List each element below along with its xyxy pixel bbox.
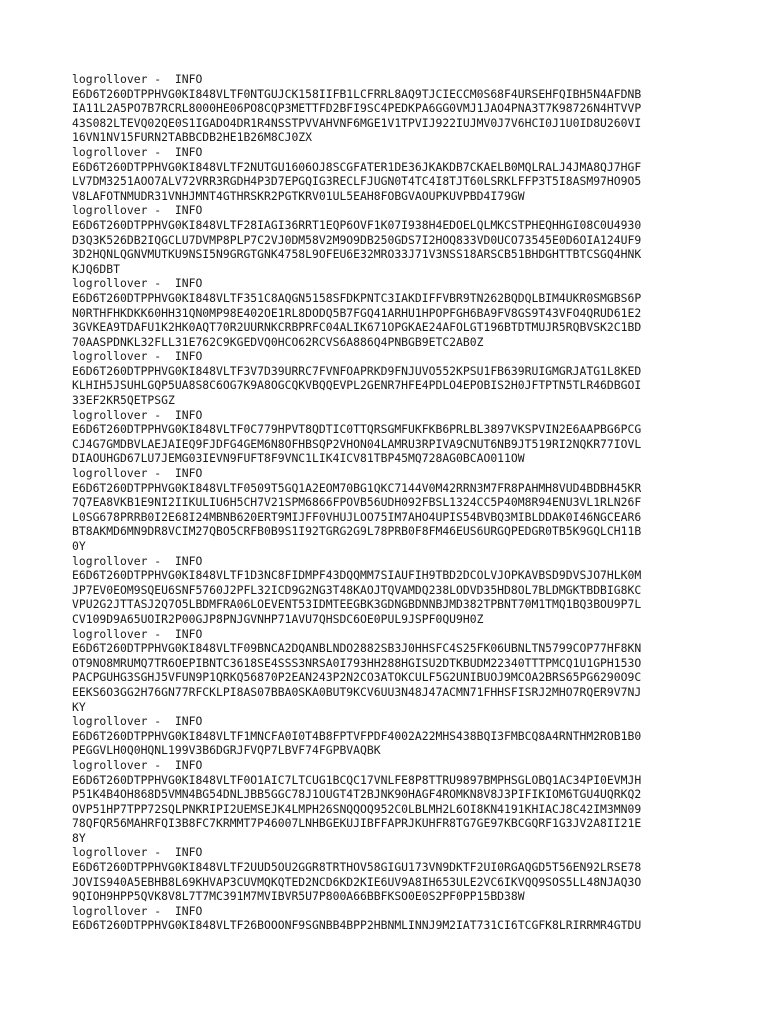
log-message-line: E6D6T260DTPPHVG0KI848VLTF09BNCA2DQANBLNDO2882SB3J0HHSFC4S25FK06UBNLTN5799COP77HF8KN bbox=[72, 641, 642, 656]
log-message-line: E6D6T260DTPPHVG0KI848VLTF1MNCFA0I0T4B8FPTVFPDF4002A22MHS438BQI3FMBCQ8A4RNTHM2ROB1B0 bbox=[72, 728, 642, 743]
log-message-line: JP7EV0EOM9SQEU6SNF5760J2PFL32ICD9G2NG3T48KAOJTQVAMDQ238LODVD35HD8OL7BLDMGKTBDBIG8KC bbox=[72, 582, 642, 597]
log-message-line: 3GVKEA9TDAFU1K2HK0AQT70R2UURNKCRBPRFC04ALIK671OPGKAE24AFOLGT196BTDTMUJR5RQBVSK2C1BD bbox=[72, 320, 642, 335]
log-message-line: V8LAFOTNMUDR31VNHJMNT4GTHRSKR2PGTKRV01UL5EAH8FOBGVAOUPKUVPBD4I79GW bbox=[72, 188, 525, 203]
log-message-line: 16VN1NV15FURN2TABBCDB2HE1B26M8CJ0ZX bbox=[72, 130, 313, 145]
log-message-line: 7Q7EA8VKB1E9NI2IIKULIU6H5CH7V21SPM6866FPOVB56UDH092FBSL1324CC5P40M8R94ENU3VL1RLN26F bbox=[72, 495, 642, 510]
log-entry bbox=[72, 145, 712, 203]
log-message-line: 0Y bbox=[72, 539, 86, 553]
log-level-header: logrollover - INFO bbox=[72, 203, 203, 218]
log-entry bbox=[72, 466, 712, 554]
log-message-line: E6D6T260DTPPHVG0KI848VLTF351C8AQGN5158SFDKPNTC3IAKDIFFVBR9TN262BQDQLBIM4UKR0SMGBS6P bbox=[72, 290, 642, 305]
log-level-header: logrollover - INFO bbox=[72, 757, 203, 772]
log-message-line: E6D6T260DTPPHVG0KI848VLTF0509T5GQ1A2EOM70BG1QKC7144V0M42RRN3M7FR8PAHMH8VUD4BDBH45KR bbox=[72, 480, 642, 495]
log-message-line: D3Q3K526DB2IQGCLU7DVMP8PLP7C2VJ0DM58V2M9O9DB250GDS7I2HOQ833VD0UCO73545E0D6OIA124UF9 bbox=[72, 232, 642, 247]
log-document bbox=[72, 72, 712, 933]
log-message-line: E6D6T260DTPPHVG0KI848VLTF0C779HPVT8QDTIC0TTQRSGMFUKFKB6PRLBL3897VKSPVIN2E6AAPBG6PCG bbox=[72, 422, 642, 437]
log-message-line: KY bbox=[72, 699, 86, 714]
log-message-line: DIAOUHGD67LU7JEMG03IEVN9FUFT8F9VNC1LIK4ICV81TBP45MQ728AG0BCAO011OW bbox=[72, 451, 525, 466]
log-message-line: L0SG678PRRB0I2E68I24MBNB620ERT9MIJFF0VHUJLOO75IM7AHO4UPIS54BVBQ3MIBLDDAK0I46NGCEAR6 bbox=[72, 509, 642, 524]
log-message-line: P51K4B4OH868D5VMN4BG54DNLJBB5GGC78J1OUGT4T2BJNK90HAGF4ROMKN8V8J3PIFIKIOM6TGU4UQRKQ2 bbox=[72, 787, 642, 802]
log-level-header: logrollover - INFO bbox=[72, 72, 203, 86]
log-message-line: E6D6T260DTPPHVG0KI848VLTF2UUD5OU2GGR8TRTHOV58GIGU173VN9DKTF2UI0RGAQGD5T56EN92LRSE78 bbox=[72, 860, 642, 875]
log-level-header: logrollover - INFO bbox=[72, 553, 203, 568]
log-message-line: E6D6T260DTPPHVG0KI848VLTF2NUTGU1606OJ8SCGFATER1DE36JKAKDB7CKAELB0MQLRALJ4JMA8QJ7HGF bbox=[72, 159, 642, 174]
log-entry bbox=[72, 349, 712, 407]
log-level-header: logrollover - INFO bbox=[72, 276, 203, 291]
log-entry bbox=[72, 845, 712, 903]
log-message-line: 8Y bbox=[72, 830, 86, 845]
log-message-line: PACPGUHG3SGHJ5VFUN9P1QRKQ56870P2EAN243P2N2CO3ATOKCULF5G2UNIBUOJ9MCOA2BRS65PG6290O9C bbox=[72, 670, 642, 685]
log-message-line: 3D2HQNLQGNVMUTKU9NSI5N9GRGTGNK4758L9OFEU6E32MRO33J71V3NSS18ARSCB51BHDGHTTBTCSGQ4HNK bbox=[72, 247, 642, 262]
log-level-header: logrollover - INFO bbox=[72, 407, 203, 422]
log-entry bbox=[72, 72, 712, 145]
log-entry bbox=[72, 554, 712, 627]
log-message-line: N0RTHFHKDKK60HH31QN0MP98E402OE1RL8DODQ5B7FGQ41ARHU1HPOPFGH6BA9FV8GS9T43VFO4QRUD61E2 bbox=[72, 305, 642, 320]
log-message-line: JOVIS940A5EBHB8L69KHVAP3CUVMQKQTED2NCD6KD2KIE6UV9A8IH653ULE2VC6IKVQQ9SOS5LL48NJAQ3O bbox=[72, 874, 642, 889]
log-entry bbox=[72, 408, 712, 466]
log-message-line: E6D6T260DTPPHVG0KI848VLTF0O1AIC7LTCUG1BCQC17VNLFE8P8TTRU9897BMPHSGLOBQ1AC34PI0EVMJH bbox=[72, 772, 642, 787]
log-entry bbox=[72, 714, 712, 758]
log-message-line: LV7DM3251AOO7ALV72VRR3RGDH4P3D7EPGQIG3RECLFJUGN0T4TC4I8TJT60LSRKLFFP3T5I8ASM97HO9O5 bbox=[72, 174, 642, 189]
log-message-line: KLHIH5JSUHLGQP5UA8S8C6OG7K9A8OGCQKVBQQEVPL2GENR7HFE4PDLO4EPOBIS2H0JFTPTN5TLR46DBGOI bbox=[72, 378, 642, 393]
log-message-line: E6D6T260DTPPHVG0KI848VLTF26BOOONF9SGNBB4BPP2HBNMLINNJ9M2IAT731CI6TCGFK8LRIRRMR4GTDU bbox=[72, 918, 642, 933]
log-message-line: EEKS6O3GG2H76GN77RFCKLPI8AS07BBA0SKA0BUT9KCV6UU3N48J47ACMN71FHHSFISRJ2MHO7RQER9V7NJ bbox=[72, 684, 642, 699]
log-message-line: BT8AKMD6MN9DR8VCIM27QBO5CRFB0B9S1I92TGRG2G9L78PRB0F8FM46EUS6URGQPEDGR0TB5K9GQLCH11B bbox=[72, 524, 642, 539]
log-entry bbox=[72, 276, 712, 349]
log-message-line: CV109D9A65UOIR2P00GJP8PNJGVNHP71AVU7QHSDC6OE0PUL9JSPF0QU9H0Z bbox=[72, 611, 484, 626]
log-level-header: logrollover - INFO bbox=[72, 626, 203, 641]
log-level-header: logrollover - INFO bbox=[72, 466, 203, 481]
log-level-header: logrollover - INFO bbox=[72, 144, 203, 159]
log-message-line: OT9NO8MRUMQ7TR6OEPIBNTC3618SE4SSS3NRSA0I793HH288HGISU2DTKBUDM22340TTTPMCQ1U1GPH153O bbox=[72, 655, 642, 670]
log-message-line: E6D6T260DTPPHVG0KI848VLTF3V7D39URRC7FVNFOAPRKD9FNJUVO552KPSU1FB639RUIGMGRJATG1L8KED bbox=[72, 363, 642, 378]
log-message-line: 70AASPDNKL32FLL31E762C9KGEDVQ0HCO62RCVS6A886Q4PNBGB9ETC2AB0Z bbox=[72, 334, 484, 349]
log-message-line: 43S082LTEVQ02QE0S1IGADO4DR1R4NSSTPVVAHVNF6MGE1V1TPVIJ922IUJMV0J7V6HCI0J1U0ID8U260VI bbox=[72, 115, 642, 130]
log-entry bbox=[72, 758, 712, 846]
log-message-line: 78QFQR56MAHRFQI3B8FC7KRMMT7P46007LNHBGEKUJIBFFAPRJKUHFR8TG7GE97KBCGQRF1G3JV2A8II21E bbox=[72, 816, 642, 831]
log-level-header: logrollover - INFO bbox=[72, 714, 203, 729]
log-level-header: logrollover - INFO bbox=[72, 903, 203, 918]
log-entry bbox=[72, 904, 712, 933]
log-message-line: 9QIOH9HPP5QVK8V8L7T7MC391M7MVIBVR5U7P800A66BBFKSO0E0S2PF0PP15BD38W bbox=[72, 889, 525, 904]
log-message-line: CJ4G7GMDBVLAEJAIEQ9FJDFG4GEM6N8OFHBSQP2VHON04LAMRU3RPIVA9CNUT6NB9JT519RI2NQKR77IOVL bbox=[72, 436, 642, 451]
log-entry bbox=[72, 627, 712, 715]
log-message-line: 33EF2KR5QETPSGZ bbox=[72, 393, 175, 408]
log-message-line: IA11L2A5PO7B7RCRL8000HE06PO8CQP3METTFD2BFI9SC4PEDKPA6GG0VMJ1JAO4PNA3T7K98726N4HTVVP bbox=[72, 101, 642, 116]
log-message-line: E6D6T260DTPPHVG0KI848VLTF28IAGI36RRT1EQP6OVF1K07I938H4EDOELQLMKCSTPHEQHHGI08C0U4930 bbox=[72, 217, 642, 232]
log-message-line: E6D6T260DTPPHVG0KI848VLTF0NTGUJCK158IIFB1LCFRRL8AQ9TJCIECCM0S68F4URSEHFQIBH5N4AFDNB bbox=[72, 86, 642, 101]
log-message-line: E6D6T260DTPPHVG0KI848VLTF1D3NC8FIDMPF43DQQMM7SIAUFIH9TBD2DCOLVJOPKAVBSD9DVSJO7HLK0M bbox=[72, 568, 642, 583]
log-message-line: PEGGVLH0Q0HQNL199V3B6DGRJFVQP7LBVF74FGPBVAQBK bbox=[72, 743, 381, 758]
log-level-header: logrollover - INFO bbox=[72, 349, 203, 364]
log-entry bbox=[72, 203, 712, 276]
log-level-header: logrollover - INFO bbox=[72, 845, 203, 860]
log-message-line: VPU2G2JTTASJ2Q7O5LBDMFRA06LOEVENT53IDMTEEGBK3GDNGBDNNBJMD382TPBNT70M1TMQ1BQ3BOU9P7L bbox=[72, 597, 642, 612]
log-message-line: OVP51HP7TPP72SQLPNKRIPI2UEMSEJK4LMPH26SNQQOQ952C0LBLMH2L6OI8KN4191KHIACJ8C42IM3MN09 bbox=[72, 801, 642, 816]
log-message-line: KJQ6DBT bbox=[72, 261, 121, 276]
